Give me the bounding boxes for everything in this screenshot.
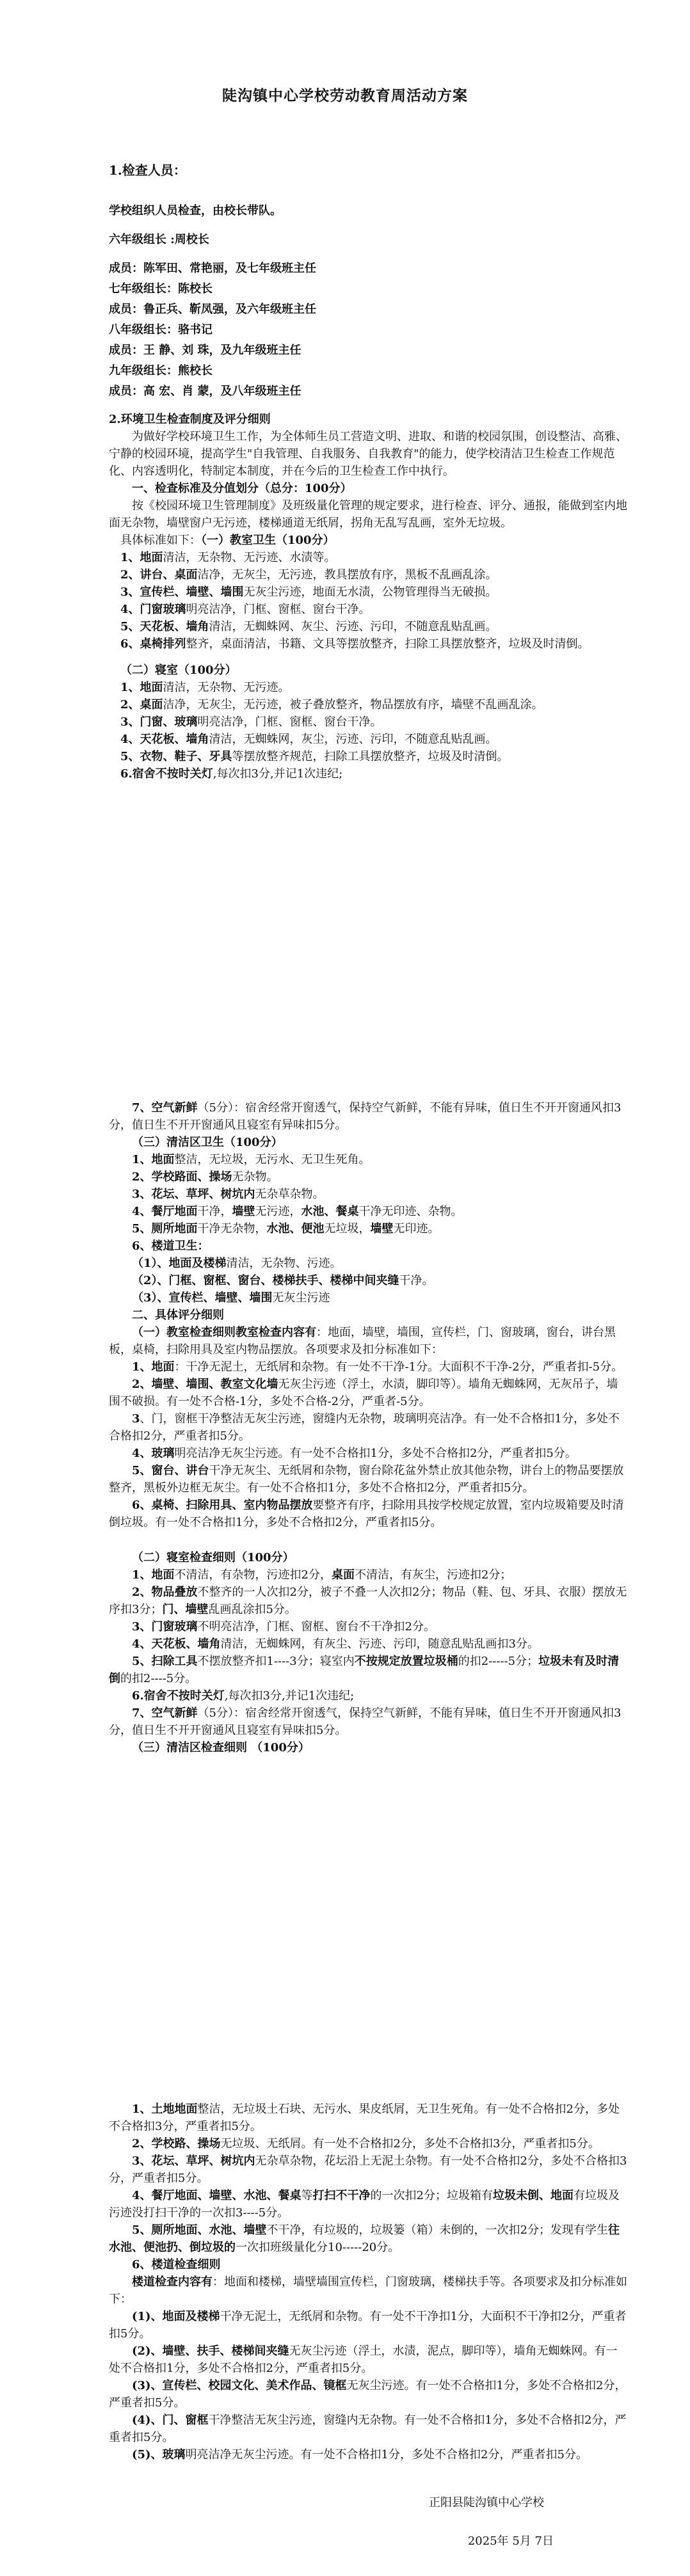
item-label: 3	[132, 1412, 140, 1426]
list-item	[109, 1203, 627, 1220]
item-label: 3、门窗玻璃	[132, 1620, 198, 1634]
list-item	[109, 1186, 627, 1203]
staff-heading: 1.检查人员：	[109, 163, 186, 178]
list-item	[109, 2135, 627, 2152]
hygiene-section-continued	[109, 1099, 627, 1756]
list-item	[109, 1289, 627, 1307]
item-label: 门、墙壁	[162, 1603, 209, 1616]
list-item	[109, 2308, 627, 2342]
item-text: 明亮洁净无灰尘污迹。有一处不合格扣1分，多处不合格扣2分，严重者扣5分。	[185, 2448, 588, 2461]
item-text: 无灰尘污迹（浮土，水渍，泥点，脚印等），墙角无蜘蛛网。有一处不合格扣1分，多处不合格扣2分，严重者扣5分。	[109, 2344, 618, 2375]
list-item	[109, 1462, 627, 1497]
item-text: 无垃圾，	[324, 1222, 371, 1236]
staff-line: 七年级组长：陈校长	[109, 282, 213, 296]
hygiene-section	[109, 411, 627, 783]
standard-heading: 一、检查标准及分值划分（总分：100分）	[132, 482, 352, 495]
footer-org: 正阳县陡沟镇中心学校	[429, 2496, 544, 2509]
item-text: 无杂草杂物，花坛沿上无泥土杂物。有一处不合格扣2分，多处不合格扣3分，严重者扣5分。	[109, 2154, 627, 2185]
item-label: 5、窗台、讲台	[132, 1464, 209, 1477]
item-text: 干净无灰尘、无纸屑和杂物，窗台除花盆外禁止放其他杂物，讲台上的物品要摆放整齐，黑板外边框无灰尘。有一处不合格扣1分，多处不合格扣2分，严重者扣5分。	[109, 1464, 624, 1495]
item-text: 干净，	[197, 1205, 232, 1218]
item-text: ：地面和楼梯，墙壁墙围宣传栏，门窗玻璃，楼梯扶手等。各项要求及扣分标准如下：	[109, 2275, 627, 2306]
item-text: 清洁，无杂物、污迹。	[226, 1257, 342, 1270]
item-text: ：干净无泥土，无纸屑和杂物。有一处不干净-1分。大面积不干净-2分，严重者扣-5分。	[174, 1360, 623, 1374]
item-label: 垃圾未有及时清倒	[109, 1655, 620, 1685]
item-text: 的一次扣2分；垃圾箱有	[370, 2189, 493, 2202]
item-label: 往水池、便池扔、倒垃圾的	[109, 2223, 620, 2254]
list-item	[109, 2101, 627, 2135]
item-label: (1)、地面及楼梯	[132, 2310, 220, 2323]
item-text: 有垃圾及污迹没打扫干净的一次扣3----5分。	[109, 2189, 620, 2220]
list-item	[109, 1358, 627, 1376]
item-label: 4、天花板、墙角	[132, 1637, 221, 1651]
item-text: 洁净，无灰尘，无污迹，被子叠放整齐，物品摆放有序，墙壁不乱画乱涂。	[163, 698, 543, 712]
area-rules-section	[109, 2101, 627, 2463]
item-label: 垃圾未倒、地面	[492, 2189, 574, 2202]
item-label: 1、地面	[132, 1568, 175, 1582]
item-text: 明亮洁净，门框、窗框、窗台干净。	[197, 715, 382, 729]
rules-heading: 二、具体评分细则	[132, 1308, 224, 1322]
item-text: 清洁，无杂物、无污迹、水渍等。	[163, 551, 336, 564]
list-item	[109, 635, 627, 653]
item-text: 洁净，无灰尘，无污迹，教具摆放有序，黑板不乱画乱涂。	[197, 568, 497, 582]
item-label: 6、桌椅排列	[120, 637, 186, 651]
item-label: （2）、门框、窗框、窗台、楼梯扶手、楼梯中间夹缝	[132, 1274, 399, 1287]
classroom-title: （一）教室卫生（100分）	[201, 534, 335, 547]
list-item	[109, 549, 627, 566]
detail-label: 具体标准如下：	[120, 534, 201, 547]
item-text: 干净整洁无灰尘污迹，窗缝内无杂物。有一处不合格扣1分，多处不合格扣2分，严重者扣5分。	[109, 2413, 627, 2444]
list-item	[109, 1618, 627, 1635]
item-text: 不干净，有垃圾的，垃圾篓（箱）未倒的，一次扣2分；发现有学生	[266, 2223, 608, 2237]
hall-intro	[109, 2273, 627, 2308]
hygiene-intro: 为做好学校环境卫生工作，为全体师生员工营造文明、进取、和谐的校园氛围，创设整洁、高雅、宁静的校园环境，提高学生"自我管理、自我服务、自我教育"的能力，使学校清洁卫生检查工作规范化、内容透明化，特制定本制度，并在今后的卫生检查工作中执行。	[109, 430, 627, 478]
item-text: 不清洁，有灰尘，污迹扣2分；	[354, 1568, 512, 1582]
item-text: 不明亮洁净，门框、窗框、窗台不干净扣2分。	[197, 1620, 435, 1634]
list-item	[109, 2446, 627, 2463]
item-label: 3、门窗、玻璃	[120, 715, 198, 729]
staff-line: 成员：高 宏、肖 蒙，及八年级班主任	[109, 385, 301, 398]
clean-area-title: （三）清洁区卫生（100分）	[132, 1136, 283, 1149]
item-text: 干净无泥土，无纸屑和杂物。有一处不干净扣1分，大面积不干净扣2分，严重者扣5分。	[109, 2310, 627, 2341]
list-item	[109, 1687, 627, 1705]
item-text: 清洁，无蜘蛛网，有灰尘、污迹、污印，随意乱贴乱画扣3分。	[220, 1637, 539, 1651]
item-text: 等摆放整齐规范，扫除工具摆放整齐，垃圾及时清倒。	[232, 750, 509, 763]
list-item	[109, 1151, 627, 1168]
document-title: 陡沟镇中心学校劳动教育周活动方案	[222, 87, 468, 104]
item-label: （一）教室检查细则教室检查内容有	[132, 1326, 316, 1339]
item-label: 5、扫除工具	[132, 1655, 198, 1668]
staff-line: 八年级组长：骆书记	[109, 323, 213, 337]
item-label: （1）、地面及楼梯	[132, 1257, 227, 1270]
list-item	[109, 2342, 627, 2377]
list-item	[109, 1220, 627, 1237]
item-text: 、门，窗框干净整洁无灰尘污迹，窗缝内无杂物，玻璃明亮洁净。有一处不合格扣1分，多处不合格扣2分，严重者扣5分。	[109, 1412, 620, 1443]
item-label: 3、花坛、草坪、树坑内	[132, 2154, 255, 2168]
item-label: 墙壁	[232, 1205, 255, 1218]
list-item	[109, 618, 627, 635]
list-item	[109, 584, 627, 601]
item-label: 楼道检查内容有	[132, 2275, 213, 2289]
staff-line: 成员：陈军田、常艳丽，及七年级班主任	[109, 262, 316, 275]
item-text: 明亮洁净无灰尘污迹。有一处不合格扣1分，多处不合格扣2分，严重者扣5分。	[174, 1447, 577, 1460]
item-text: ,每次扣3分,并记1次违纪;	[224, 1689, 355, 1703]
staff-line: 九年级组长：熊校长	[109, 364, 213, 378]
staff-line: 成员：鲁正兵、靳凤强，及六年级班主任	[109, 303, 316, 316]
item-label: 5、厕所地面	[132, 1222, 198, 1236]
item-label: 2、墙壁、墙围、教室文化墙	[132, 1378, 278, 1391]
item-label: 2、桌面	[120, 698, 163, 712]
item-label: 1、地面	[120, 551, 163, 564]
hygiene-heading: 2.环境卫生检查制度及评分细则	[109, 413, 271, 426]
item-text: 无杂物。	[232, 1170, 278, 1184]
list-item	[109, 2152, 627, 2187]
item-label: 5、衣物、鞋子、牙具	[120, 750, 232, 763]
item-label: 4、天花板、墙角	[120, 733, 209, 746]
item-text: （5分）：宿舍经常开窗透气，保持空气新鲜，不能有异味，值日生不开开窗通风扣3分，值日生不开开窗通风且寝室有异味扣5分。	[109, 1101, 622, 1132]
item-text: 无灰尘污迹（浮土，水渍，脚印等）。墙角无蜘蛛网，无灰吊子，墙围不破损。有一处不合格-1分，多处不合格-2分，严重者-5分。	[109, 1378, 618, 1408]
item-label: 3、宣传栏、墙壁、墙围	[120, 585, 244, 599]
item-text: 整洁，无垃圾，无污水、无卫生死角。	[174, 1153, 371, 1166]
item-label: (4)、门、窗框	[132, 2413, 209, 2427]
staff-intro: 学校组织人员检查，由校长带队。	[109, 204, 282, 218]
item-label: 1、地面	[120, 681, 163, 694]
item-label: 桌面	[331, 1568, 355, 1582]
item-text: 干净无杂物，	[197, 1222, 267, 1236]
item-label: 6、桌椅、扫除用具、室内物品摆放	[132, 1499, 313, 1512]
item-label: 7、空气新鲜	[132, 1101, 198, 1115]
item-label: 2、物品叠放	[132, 1586, 198, 1599]
item-label: 水池、便池	[266, 1222, 325, 1236]
item-label: 4、玻璃	[132, 1447, 175, 1460]
item-text: 的扣2-----5分；	[458, 1655, 539, 1668]
item-text: 一次扣班级量化分10-----20分。	[236, 2241, 400, 2254]
item-label: 不按规定放置垃圾桶	[354, 1655, 458, 1668]
item-text: 乱画乱涂扣5分。	[208, 1603, 296, 1616]
item-text: ,每次扣3分,并记1次违纪;	[213, 767, 343, 781]
list-item	[109, 713, 627, 731]
list-item	[109, 1635, 627, 1653]
item-label: （3）、宣传栏、墙壁、墙围	[132, 1291, 273, 1305]
list-item	[109, 696, 627, 713]
item-text: 无杂草杂物。	[255, 1188, 325, 1201]
item-label: 3、花坛、草坪、树坑内	[132, 1188, 255, 1201]
item-label: 2、讲台、桌面	[120, 568, 198, 582]
list-item	[109, 1705, 627, 1739]
list-item	[109, 2187, 627, 2222]
item-text: 等	[301, 2189, 313, 2202]
item-text: 无灰尘污迹，地面无水渍，公物管理得当无破损。	[243, 585, 497, 599]
item-text: 不摆放整齐扣1----3分；寝室内	[197, 1655, 355, 1668]
list-item	[109, 2412, 627, 2446]
item-label: 2、学校路面、操场	[132, 1170, 232, 1184]
item-label: 墙壁	[370, 1222, 394, 1236]
list-item	[109, 679, 627, 696]
item-label: (5)、玻璃	[132, 2448, 186, 2461]
list-item	[109, 748, 627, 765]
item-label: 1、地面	[132, 1153, 175, 1166]
dorm-title: （二）寝室（100分）	[120, 664, 237, 677]
list-item	[109, 1099, 627, 1134]
hall-title: 6、楼道检查细则	[132, 2258, 221, 2271]
item-label: 6.宿舍不按时关灯	[132, 1689, 225, 1703]
item-text: 干净无印迹、杂物。	[358, 1205, 463, 1218]
item-text: 要整齐有序，扫除用具按学校规定放置，室内垃圾箱要及时清倒垃圾。有一处不合格扣1分，多处不合格扣2分，严重者扣5分。	[109, 1499, 624, 1529]
item-text: 不整齐的一人次扣2分，被子不叠一人次扣2分；物品（鞋、包、牙具、衣服）摆放无序扣3分；	[109, 1586, 627, 1616]
item-text: 明亮洁净，门框、窗框、窗台干净。	[186, 603, 371, 616]
item-label: 4、餐厅地面、墙壁、水池、餐桌	[132, 2189, 301, 2202]
item-label: 6.宿舍不按时关灯	[120, 767, 213, 781]
item-text: 无印迹。	[393, 1222, 440, 1236]
item-text: （5分）：宿舍经常开窗透气，保持空气新鲜，不能有异味，值日生不开开窗通风扣3分，值日生不开开窗通风且寝室有异味扣5分。	[109, 1706, 622, 1737]
list-item	[109, 566, 627, 584]
item-text: 无污迹，	[255, 1205, 301, 1218]
list-item	[109, 1653, 627, 1687]
item-label: 打扫不干净	[312, 2189, 371, 2202]
item-label: 4、餐厅地面	[132, 1205, 198, 1218]
staff-line: 六年级组长 :周校长	[109, 233, 209, 246]
list-item	[109, 2377, 627, 2412]
item-text: 无灰尘污迹	[272, 1291, 330, 1305]
item-label: 1、地面	[132, 1360, 175, 1374]
item-label: 7、空气新鲜	[132, 1706, 198, 1720]
staff-line: 成员：王 静、刘 珠，及九年级班主任	[109, 344, 301, 357]
dorm-rules-title: （二）寝室检查细则（100分）	[132, 1551, 294, 1564]
item-label: 水池、餐桌	[301, 1205, 359, 1218]
item-label: (2)、墙壁、扶手、楼梯间夹缝	[132, 2344, 289, 2358]
item-label: 5、厕所地面、水池、墙壁	[132, 2223, 267, 2237]
list-item	[109, 765, 627, 783]
item-text: 清洁，无蜘蛛网，灰尘，污迹、污印，不随意乱贴乱画。	[209, 733, 497, 746]
list-item	[109, 1410, 627, 1445]
list-item	[109, 2222, 627, 2256]
corridor-title: 6、楼道卫生：	[132, 1239, 209, 1253]
item-label: 5、天花板、墙角	[120, 620, 209, 633]
list-item	[109, 1168, 627, 1186]
item-text: 无垃圾、无纸屑。有一处不合格扣2分，多处不合格扣3分，严重者扣5分。	[220, 2137, 600, 2151]
list-item	[109, 1272, 627, 1289]
item-text: 清洁，无杂物、无污迹。	[163, 681, 290, 694]
item-label: 1、土地地面	[132, 2103, 198, 2116]
item-label: 2、学校路、操场	[132, 2137, 221, 2151]
area-rules-title: （三）清洁区检查细则 （100分）	[132, 1741, 310, 1754]
item-label: 4、门窗玻璃	[120, 603, 186, 616]
item-text: 整洁，无垃圾土石块、无污水、果皮纸屑，无卫生死角。有一处不合格扣2分，多处不合格扣3分，严重者扣5分。	[109, 2103, 620, 2133]
item-label: (3)、宣传栏、校园文化、美术作品、镜框	[132, 2379, 347, 2392]
classroom-rules-intro	[109, 1324, 627, 1358]
list-item	[109, 1255, 627, 1272]
list-item	[109, 601, 627, 618]
item-text: 的扣2----5分。	[120, 1672, 197, 1685]
item-text: 无灰尘污迹。有一处不合格扣1分，多处不合格扣2分，严重者扣5分。	[109, 2379, 627, 2410]
item-text: 清洁，无蜘蛛网、灰尘、污迹、污印，不随意乱贴乱画。	[209, 620, 497, 633]
item-text: ：地面，墙壁，墙围，宣传栏，门、窗玻璃，窗台，讲台黑板，桌椅，扫除用具及室内物品摆放。各项要求及扣分标准如下：	[109, 1326, 616, 1356]
inspection-staff-section	[109, 159, 627, 403]
list-item	[109, 731, 627, 748]
item-text: 整齐，桌面清洁，书籍、文具等摆放整齐，扫除工具摆放整齐，垃圾及时清倒。	[186, 637, 590, 651]
list-item	[109, 1497, 627, 1531]
item-text: 不清洁，有杂物，污迹扣2分，	[174, 1568, 332, 1582]
standard-text: 按《校园环境卫生管理制度》及班级量化管理的规定要求，进行检查、评分、通报，能做到室内地面无杂物，墙壁窗户无污迹，楼梯通道无纸屑，拐角无乱写乱画，室外无垃圾。	[109, 499, 627, 530]
item-text: 干净。	[399, 1274, 434, 1287]
list-item	[109, 1376, 627, 1410]
list-item	[109, 1584, 627, 1618]
list-item	[109, 1566, 627, 1584]
list-item	[109, 1445, 627, 1462]
footer-date: 2025年 5月 7日	[467, 2534, 554, 2548]
